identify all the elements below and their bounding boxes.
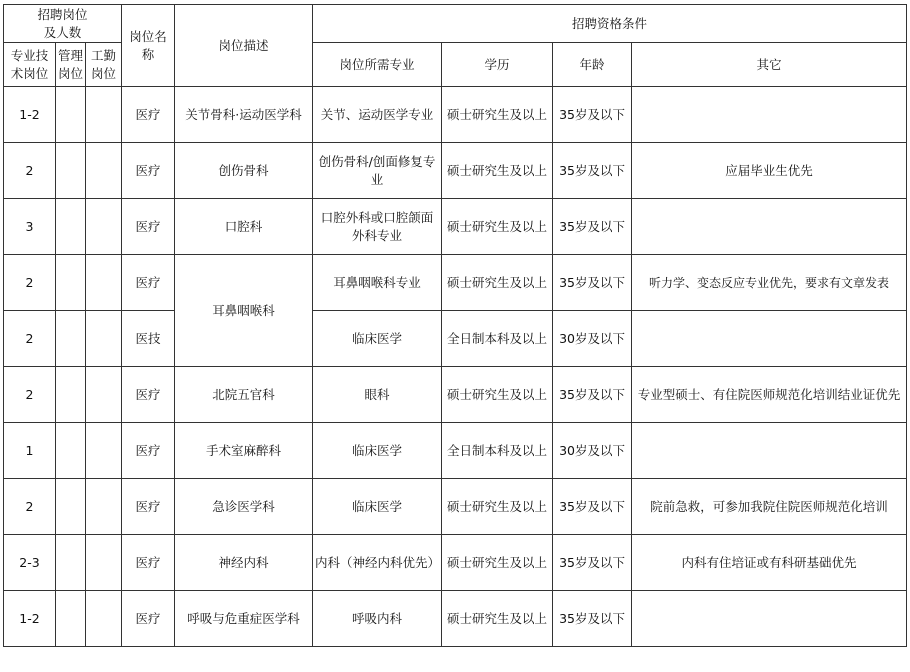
cell-desc: 呼吸与危重症医学科 <box>175 591 313 647</box>
cell-mgmt <box>56 143 86 199</box>
cell-labor <box>86 87 122 143</box>
header-major: 岗位所需专业 <box>313 43 442 87</box>
cell-edu: 硕士研究生及以上 <box>442 535 553 591</box>
table-row <box>4 479 907 535</box>
cell-edu: 硕士研究生及以上 <box>442 367 553 423</box>
cell-desc: 创伤骨科 <box>175 143 313 199</box>
cell-desc: 北院五官科 <box>175 367 313 423</box>
cell-type: 医疗 <box>122 367 175 423</box>
header-description: 岗位描述 <box>175 5 313 87</box>
cell-major: 内科（神经内科优先） <box>313 535 442 591</box>
cell-desc: 急诊医学科 <box>175 479 313 535</box>
cell-desc: 关节骨科·运动医学科 <box>175 87 313 143</box>
cell-count: 1-2 <box>4 591 56 647</box>
cell-mgmt <box>56 423 86 479</box>
cell-major: 口腔外科或口腔颌面外科专业 <box>313 199 442 255</box>
cell-desc: 口腔科 <box>175 199 313 255</box>
cell-edu: 全日制本科及以上 <box>442 311 553 367</box>
cell-labor <box>86 199 122 255</box>
cell-labor <box>86 311 122 367</box>
recruitment-table <box>3 4 907 647</box>
table-row <box>4 311 907 367</box>
cell-mgmt <box>56 199 86 255</box>
table-row <box>4 199 907 255</box>
cell-labor <box>86 591 122 647</box>
cell-other: 院前急救，可参加我院住院医师规范化培训 <box>632 479 907 535</box>
table-row <box>4 535 907 591</box>
cell-other <box>632 87 907 143</box>
cell-type: 医疗 <box>122 423 175 479</box>
cell-type: 医疗 <box>122 255 175 311</box>
cell-type: 医疗 <box>122 87 175 143</box>
cell-count: 1 <box>4 423 56 479</box>
cell-labor <box>86 535 122 591</box>
cell-mgmt <box>56 591 86 647</box>
cell-edu: 硕士研究生及以上 <box>442 255 553 311</box>
cell-age: 35岁及以下 <box>553 255 632 311</box>
header-other: 其它 <box>632 43 907 87</box>
cell-count: 3 <box>4 199 56 255</box>
cell-count: 2 <box>4 479 56 535</box>
cell-other <box>632 199 907 255</box>
cell-type: 医疗 <box>122 591 175 647</box>
cell-labor <box>86 479 122 535</box>
cell-mgmt <box>56 535 86 591</box>
cell-type: 医技 <box>122 311 175 367</box>
cell-other: 听力学、变态反应专业优先，要求有文章发表 <box>632 255 907 311</box>
cell-labor <box>86 423 122 479</box>
cell-major: 临床医学 <box>313 479 442 535</box>
table-row <box>4 255 907 311</box>
cell-major: 关节、运动医学专业 <box>313 87 442 143</box>
cell-count: 2 <box>4 255 56 311</box>
table-row <box>4 143 907 199</box>
cell-other: 专业型硕士、有住院医师规范化培训结业证优先 <box>632 367 907 423</box>
cell-major: 眼科 <box>313 367 442 423</box>
cell-mgmt <box>56 255 86 311</box>
cell-labor <box>86 143 122 199</box>
header-qualifications: 招聘资格条件 <box>313 5 907 43</box>
cell-other: 内科有住培证或有科研基础优先 <box>632 535 907 591</box>
cell-major: 临床医学 <box>313 423 442 479</box>
cell-type: 医疗 <box>122 143 175 199</box>
cell-count: 1-2 <box>4 87 56 143</box>
cell-mgmt <box>56 87 86 143</box>
cell-type: 医疗 <box>122 199 175 255</box>
cell-desc: 神经内科 <box>175 535 313 591</box>
cell-type: 医疗 <box>122 479 175 535</box>
cell-count: 2 <box>4 311 56 367</box>
cell-major: 呼吸内科 <box>313 591 442 647</box>
cell-labor <box>86 255 122 311</box>
cell-age: 30岁及以下 <box>553 311 632 367</box>
cell-edu: 硕士研究生及以上 <box>442 143 553 199</box>
cell-mgmt <box>56 479 86 535</box>
cell-other <box>632 311 907 367</box>
cell-age: 35岁及以下 <box>553 535 632 591</box>
cell-desc: 手术室麻醉科 <box>175 423 313 479</box>
table-row <box>4 367 907 423</box>
header-prof-tech: 专业技 术岗位 <box>4 43 56 87</box>
cell-mgmt <box>56 311 86 367</box>
header-management: 管理 岗位 <box>56 43 86 87</box>
cell-mgmt <box>56 367 86 423</box>
cell-age: 35岁及以下 <box>553 87 632 143</box>
cell-type: 医疗 <box>122 535 175 591</box>
cell-age: 35岁及以下 <box>553 367 632 423</box>
cell-age: 35岁及以下 <box>553 199 632 255</box>
cell-major: 耳鼻咽喉科专业 <box>313 255 442 311</box>
table-row <box>4 423 907 479</box>
cell-count: 2-3 <box>4 535 56 591</box>
cell-edu: 硕士研究生及以上 <box>442 199 553 255</box>
cell-age: 35岁及以下 <box>553 143 632 199</box>
cell-desc: 耳鼻咽喉科 <box>175 255 313 367</box>
cell-edu: 硕士研究生及以上 <box>442 591 553 647</box>
cell-major: 临床医学 <box>313 311 442 367</box>
cell-other: 应届毕业生优先 <box>632 143 907 199</box>
cell-other <box>632 591 907 647</box>
cell-age: 30岁及以下 <box>553 423 632 479</box>
cell-labor <box>86 367 122 423</box>
cell-edu: 全日制本科及以上 <box>442 423 553 479</box>
cell-edu: 硕士研究生及以上 <box>442 479 553 535</box>
cell-age: 35岁及以下 <box>553 591 632 647</box>
table-row <box>4 87 907 143</box>
cell-age: 35岁及以下 <box>553 479 632 535</box>
cell-count: 2 <box>4 367 56 423</box>
header-recruit-positions: 招聘岗位 及人数 <box>4 5 122 43</box>
header-position-name: 岗位名 称 <box>122 5 175 87</box>
cell-major: 创伤骨科/创面修复专业 <box>313 143 442 199</box>
header-row-1 <box>4 5 907 43</box>
cell-count: 2 <box>4 143 56 199</box>
cell-other <box>632 423 907 479</box>
header-age: 年龄 <box>553 43 632 87</box>
table-row <box>4 591 907 647</box>
header-education: 学历 <box>442 43 553 87</box>
header-labor: 工勤 岗位 <box>86 43 122 87</box>
cell-edu: 硕士研究生及以上 <box>442 87 553 143</box>
